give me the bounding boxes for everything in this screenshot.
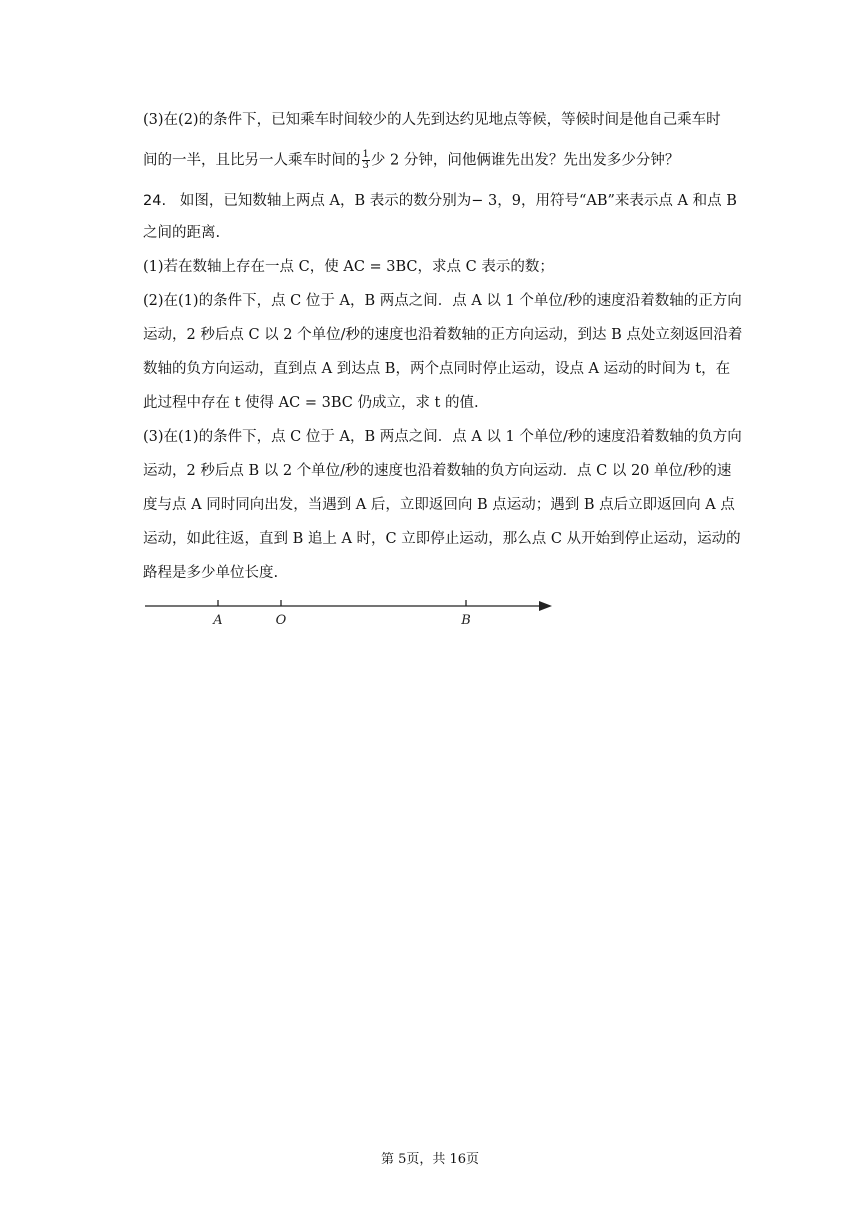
q24-part3-line2: 运动，2 秒后点 B 以 2 个单位/秒的速度也沿着数轴的负方向运动．点 C 以 20 单位/秒的速 xyxy=(143,463,732,479)
fraction-denominator: 3 xyxy=(362,160,369,171)
q23-part3-line2-post: 少 2 分钟，问他俩谁先出发？先出发多少分钟？ xyxy=(370,152,680,169)
q24-part3-line3: 度与点 A 同时同向出发，当遇到 A 后，立即返回向 B 点运动；遇到 B 点后立即返回向 A 点 xyxy=(143,497,735,513)
fraction-numerator: 1 xyxy=(362,149,369,160)
label-o: O xyxy=(275,613,287,628)
q24-intro-text: 如图，已知数轴上两点 A，B 表示的数分别为− 3，9，用符号“AB”来表示点 A 和点 B xyxy=(179,193,737,209)
q24-part3-line5: 路程是多少单位长度. xyxy=(143,565,279,581)
fraction-one-third xyxy=(362,150,370,171)
q24-intro-line1 xyxy=(143,191,753,211)
q24-part2-line3: 数轴的负方向运动，直到点 A 到达点 B，两个点同时停止运动，设点 A 运动的时间为 t，在 xyxy=(143,361,731,377)
axis-arrow-icon xyxy=(539,601,552,611)
q23-part3-line2 xyxy=(143,150,753,171)
q24-part1: (1)若在数轴上存在一点 C，使 AC = 3BC，求点 C 表示的数； xyxy=(143,259,554,275)
label-b: B xyxy=(461,613,471,628)
q24-part2-line4: 此过程中存在 t 使得 AC = 3BC 仍成立，求 t 的值. xyxy=(143,395,479,411)
q24-intro-line2: 之间的距离. xyxy=(143,225,221,241)
q23-part3-line2-pre: 间的一半，且比另一人乘车时间的 xyxy=(143,152,361,169)
number-line-figure xyxy=(140,592,560,632)
q24-part3-line1: (3)在(1)的条件下，点 C 位于 A，B 两点之间．点 A 以 1 个单位/秒的速度沿着数轴的负方向 xyxy=(143,429,742,445)
q24-part2-line2: 运动，2 秒后点 C 以 2 个单位/秒的速度也沿着数轴的正方向运动，到达 B 点处立刻返回沿着 xyxy=(143,327,743,343)
q24-part3-line4: 运动，如此往返，直到 B 追上 A 时，C 立即停止运动，那么点 C 从开始到停止运动，运动的 xyxy=(143,531,741,547)
q23-part3-line1: (3)在(2)的条件下，已知乘车时间较少的人先到达约见地点等候，等候时间是他自己乘车时 xyxy=(143,112,721,128)
question-number: 24. xyxy=(143,193,167,209)
q24-part2-line1: (2)在(1)的条件下，点 C 位于 A，B 两点之间．点 A 以 1 个单位/秒的速度沿着数轴的正方向 xyxy=(143,293,742,309)
label-a: A xyxy=(213,613,223,628)
page-footer: 第 5页，共 16页 xyxy=(380,1152,480,1167)
